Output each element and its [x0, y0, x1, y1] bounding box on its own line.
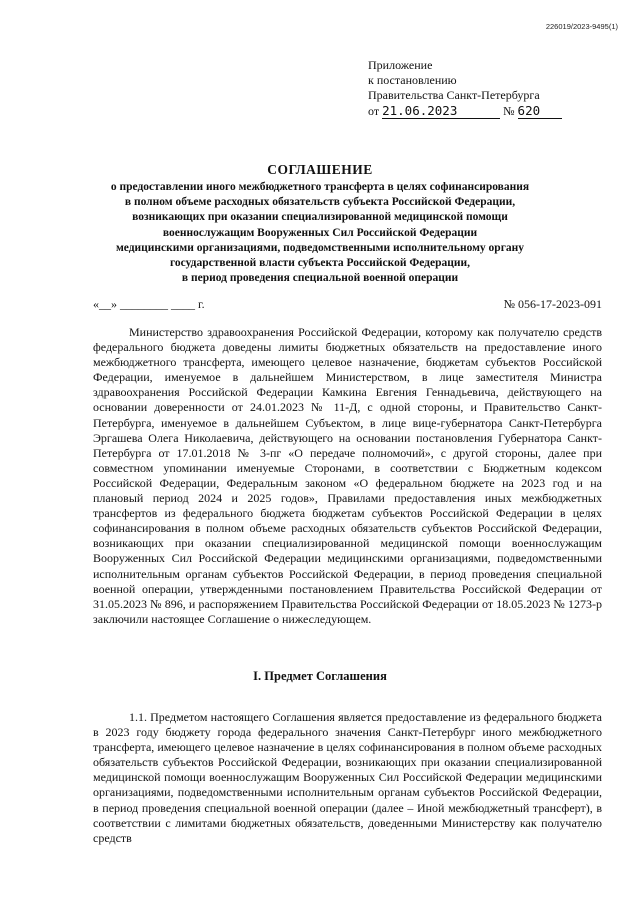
title-line-5: медицинскими организациями, подведомственными исполнительному органу	[115, 241, 525, 254]
title-line-1: о предоставлении иного межбюджетного трансферта в целях софинансирования	[110, 181, 530, 193]
agreement-title	[0, 162, 640, 286]
preamble-text: Министерство здравоохранения Российской Федерации, которому как получателю средств федерального бюджета доведены лимиты бюджетных обязательств на предоставление иного межбюджетного трансферта, имеющего целевое назначение, бюджетам субъектов Российской Федерации, именуемое в дальнейшем Министерством, в лице заместителя Министра здравоохранения Российской Федерации Камкина Евгения Геннадьевича, действующего на основании доверенности от 24.01.2023 № 11-Д, с одной стороны, и Правительство Санкт-Петербурга, именуемое в дальнейшем Субъектом, в лице вице-губернатора Санкт-Петербурга Эргашева Олега Николаевича, действующего на основании постановления Губернатора Санкт-Петербурга от 17.01.2018 № 3-пг «О передаче полномочий», с другой стороны, далее при совместном упоминании именуемые Сторонами, в соответствии с Бюджетным кодексом Российской Федерации, Федеральным законом «О федеральном бюджете на 2023 год и на плановый период 2024 и 2025 годов», Правилами предоставления иных межбюджетных трансфертов из федерального бюджета бюджетам субъектов Российской Федерации в целях софинансирования в полном объеме расходных обязательств субъектов Российской Федерации, возникающих при оказании специализированной медицинской помощи военнослужащим Вооруженных Сил Российской Федерации медицинскими организациями, подведомственными исполнительным органам субъектов Российской Федерации, в период проведения специальной военной операции, утвержденными постановлением Правительства Российской Федерации от 31.05.2023 № 896, и распоряжением Правительства Российской Федерации от 18.05.2023 № 1273-р заключили настоящее Соглашение о нижеследующем.	[93, 325, 602, 626]
title-line-3: возникающих при оказании специализированной медицинской помощи	[132, 211, 508, 224]
title-line-4: военнослужащим Вооруженных Сил Российской Федерации	[162, 226, 478, 239]
section-1-title: I. Предмет Соглашения	[253, 669, 387, 683]
clause-1-1-paragraph	[93, 710, 602, 846]
appendix-line-1: Приложение	[368, 58, 433, 72]
appendix-from-prefix: от	[368, 104, 380, 118]
appendix-block	[368, 58, 618, 119]
agreement-number: № 056-17-2023-091	[503, 297, 602, 311]
preamble-paragraph	[93, 325, 602, 627]
clause-1-1-text: 1.1. Предметом настоящего Соглашения является предоставление из федерального бюджета в 2023 году бюджету города федерального значения Санкт-Петербург иного межбюджетного трансферта, имеющего целевое назначение в целях софинансирования в полном объеме расходных обязательств субъектов Российской Федерации, возникающих при оказании специализированной медицинской помощи военнослужащим Вооруженных Сил Российской Федерации медицинскими организациями, подведомственными исполнительным органам субъектов Российской Федерации, в период проведения специальной военной операции (далее – Иной межбюджетный трансферт), в соответствии с лимитами бюджетных обязательств, доведенными Министерству как получателю средств	[93, 710, 602, 845]
appendix-date: 21.06.2023	[382, 103, 500, 119]
appendix-date-line	[368, 103, 618, 119]
agreement-date-number-line	[93, 297, 602, 312]
document-registration-id: 226019/2023-9495(1)	[545, 22, 618, 31]
appendix-number-prefix: №	[503, 104, 515, 118]
title-line-2: в полном объеме расходных обязательств субъекта Российской Федерации,	[124, 196, 516, 209]
title-line-7: в период проведения специальной военной операции	[181, 272, 459, 285]
appendix-number: 620	[518, 103, 562, 119]
title-line-6: государственной власти субъекта Российской Федерации,	[169, 257, 470, 270]
appendix-line-2: к постановлению	[368, 73, 457, 87]
agreement-heading: СОГЛАШЕНИЕ	[267, 162, 373, 177]
appendix-line-3: Правительства Санкт-Петербурга	[368, 88, 540, 102]
agreement-date-blank: «__» ________ ____ г.	[93, 297, 205, 311]
